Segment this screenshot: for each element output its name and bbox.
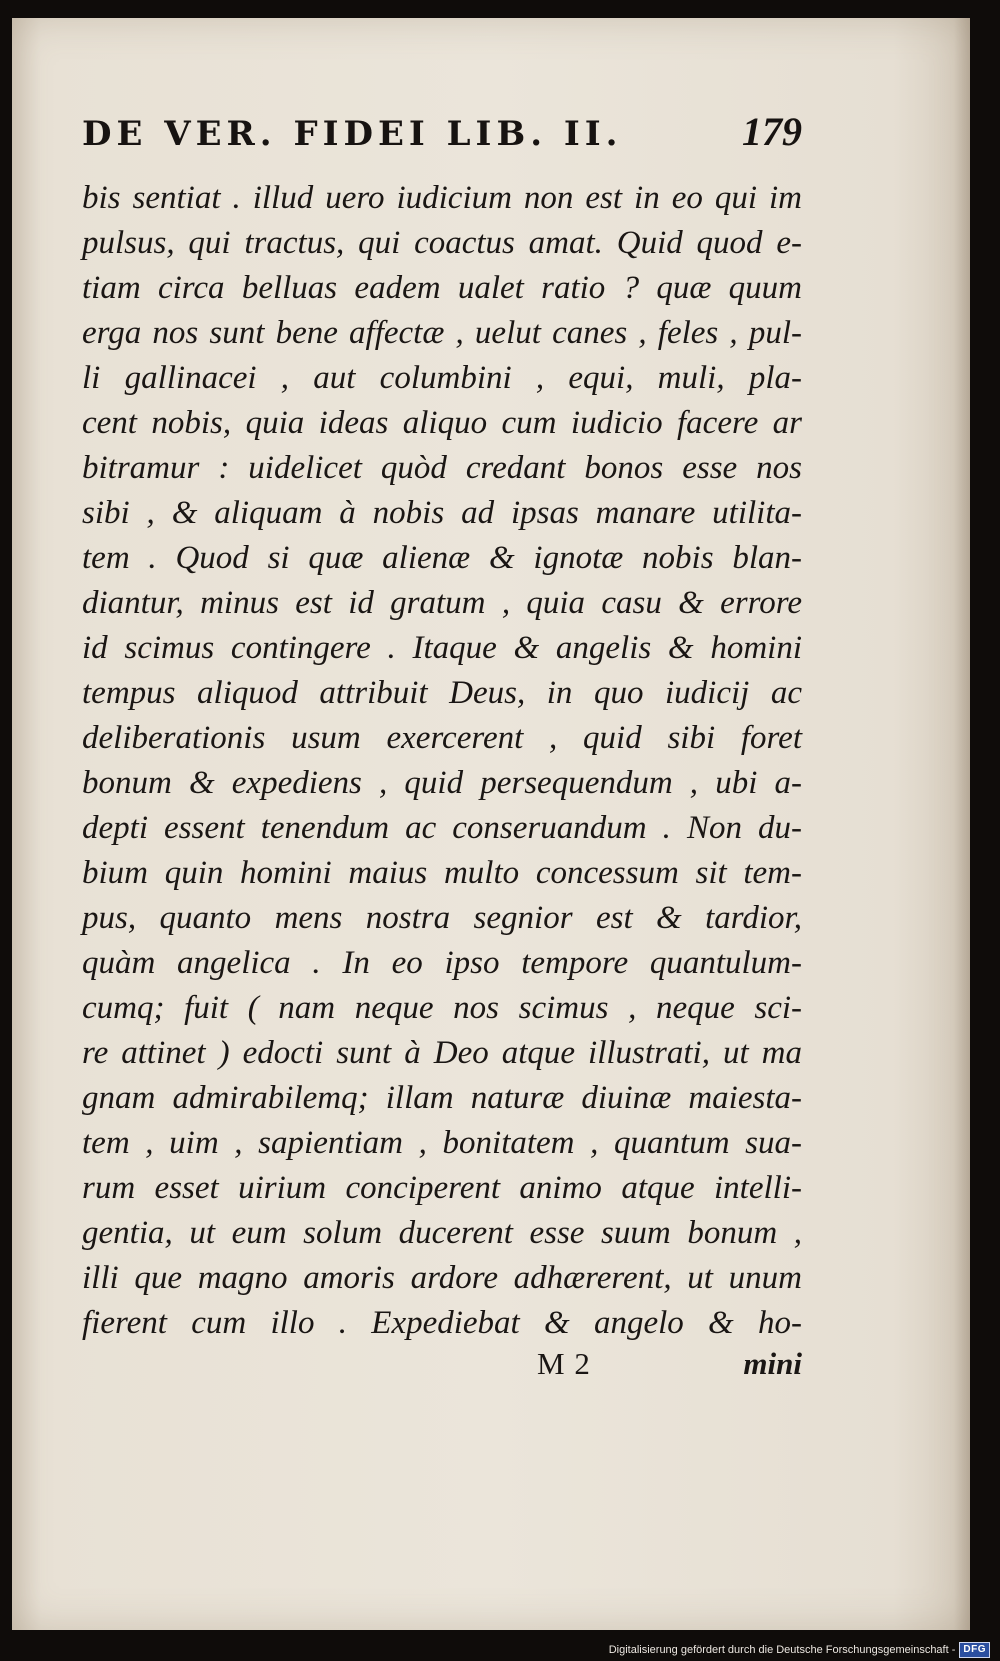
dfg-logo: DFG (959, 1642, 990, 1658)
text-line: tem , uim , sapientiam , bonitatem , quantum sua- (82, 1125, 802, 1161)
text-line: pus, quanto mens nostra segnior est & tardior, (82, 900, 802, 936)
text-line: bitramur : uidelicet quòd credant bonos esse nos (82, 450, 802, 486)
text-line: depti essent tenendum ac conseruandum . Non du- (82, 810, 802, 846)
text-line: re attinet ) edocti sunt à Deo atque illustrati, ut ma (82, 1035, 802, 1071)
book-page (12, 18, 970, 1630)
text-line: quàm angelica . In eo ipso tempore quantulum- (82, 945, 802, 981)
text-line: fierent cum illo . Expediebat & angelo & ho- (82, 1305, 802, 1341)
text-line: sibi , & aliquam à nobis ad ipsas manare utilita- (82, 495, 802, 531)
signature-mark: M 2 (537, 1346, 591, 1381)
catchline (537, 1346, 802, 1392)
text-line: pulsus, qui tractus, qui coactus amat. Quid quod e- (82, 225, 802, 261)
text-line: deliberationis usum exercerent , quid sibi foret (82, 720, 802, 756)
page-edge-shadow (954, 18, 970, 1630)
running-title: DE VER. FIDEI LIB. II. (82, 114, 623, 154)
text-line: erga nos sunt bene affectæ , uelut canes , feles , pul- (82, 315, 802, 351)
digitization-credit (609, 1642, 990, 1658)
text-line: li gallinacei , aut columbini , equi, muli, pla- (82, 360, 802, 396)
credit-text: Digitalisierung gefördert durch die Deutsche Forschungsgemeinschaft - (608, 1644, 956, 1656)
catchword: mini (743, 1346, 802, 1381)
text-line: gentia, ut eum solum ducerent esse suum bonum , (82, 1215, 802, 1251)
text-block (82, 176, 802, 1346)
text-line: diantur, minus est id gratum , quia casu & errore (82, 585, 802, 621)
text-line: rum esset uirium conciperent animo atque intelli- (82, 1170, 802, 1206)
text-line: cent nobis, quia ideas aliquo cum iudicio facere ar (82, 405, 802, 441)
text-line: tempus aliquod attribuit Deus, in quo iudicij ac (82, 675, 802, 711)
text-line: cumq; fuit ( nam neque nos scimus , neque sci- (82, 990, 802, 1026)
text-line: bonum & expediens , quid persequendum , ubi a- (82, 765, 802, 801)
text-line: tem . Quod si quæ alienæ & ignotæ nobis blan- (82, 540, 802, 576)
text-line: id scimus contingere . Itaque & angelis & homini (82, 630, 802, 666)
text-line: illi que magno amoris ardore adhærerent, ut unum (82, 1260, 802, 1296)
page-number: 179 (742, 109, 802, 154)
text-line: gnam admirabilemq; illam naturæ diuinæ maiesta- (82, 1080, 802, 1116)
text-line: tiam circa belluas eadem ualet ratio ? quæ quum (82, 270, 802, 306)
text-line: bis sentiat . illud uero iudicium non est in eo qui im (82, 180, 802, 216)
text-line: bium quin homini maius multo concessum sit tem- (82, 855, 802, 891)
running-head (82, 108, 802, 168)
